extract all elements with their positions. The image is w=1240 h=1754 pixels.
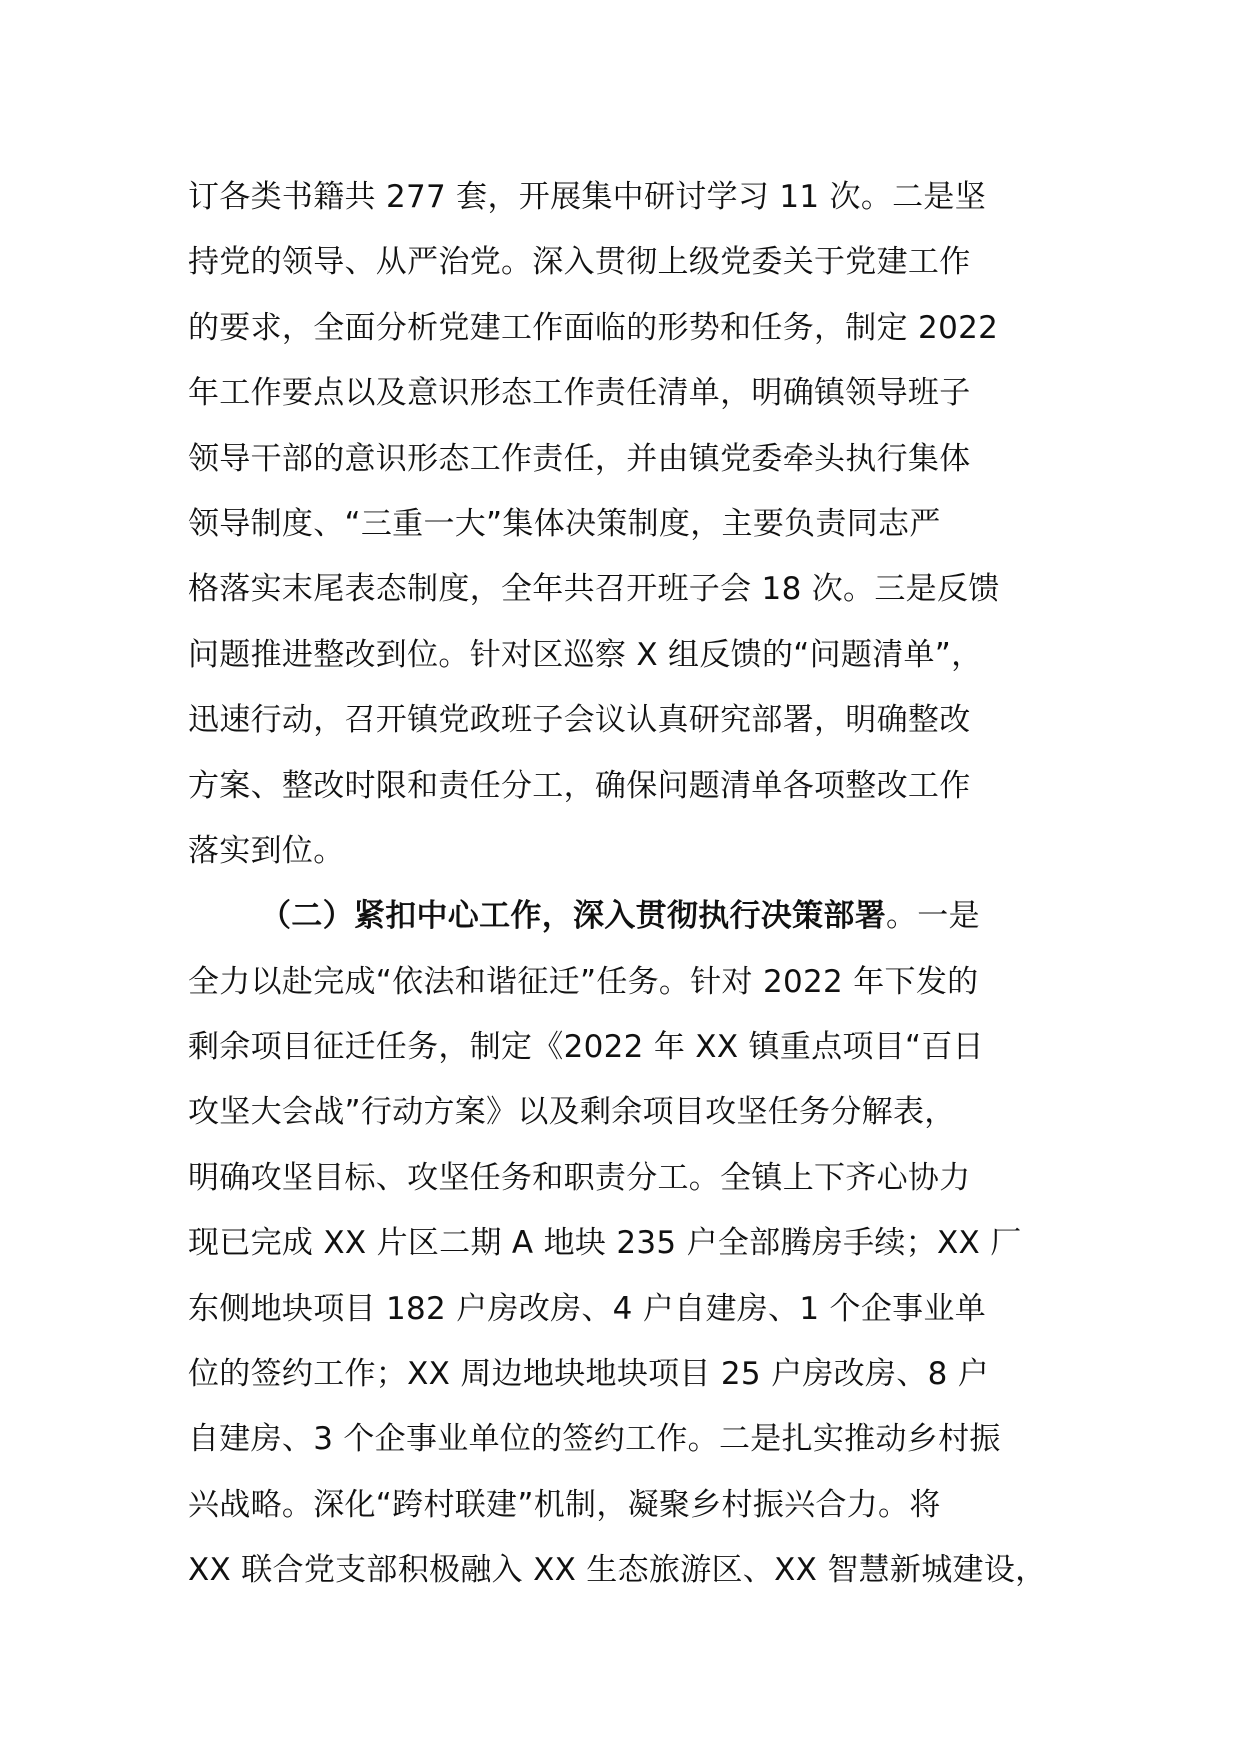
text-line: 兴战略。深化“跨村联建”机制，凝聚乡村振兴合力。将 <box>188 1486 941 1523</box>
text-line: 全力以赴完成“依法和谐征迁”任务。针对 2022 年下发的 <box>188 963 979 1000</box>
text-line: 东侧地块项目 182 户房改房、4 户自建房、1 个企事业单 <box>188 1290 987 1327</box>
text-line: 格落实末尾表态制度，全年共召开班子会 18 次。三是反馈 <box>188 571 1000 608</box>
text-line: 现已完成 XX 片区二期 A 地块 235 户全部腾房手续；XX 厂 <box>188 1225 1022 1262</box>
section-heading-tail: 。一是 <box>886 898 980 935</box>
text-line: 年工作要点以及意识形态工作责任清单，明确镇领导班子 <box>188 375 971 412</box>
text-line: 的要求，全面分析党建工作面临的形势和任务，制定 2022 <box>188 309 999 346</box>
text-line: 剩余项目征迁任务，制定《2022 年 XX 镇重点项目“百日 <box>188 1029 984 1066</box>
section-heading: （二）紧扣中心工作，深入贯彻执行决策部署 <box>260 898 886 935</box>
text-line: 明确攻坚目标、攻坚任务和职责分工。全镇上下齐心协力 <box>188 1159 971 1196</box>
body-text <box>188 165 1068 1604</box>
text-line: 自建房、3 个企事业单位的签约工作。二是扎实推动乡村振 <box>188 1421 1001 1458</box>
text-line: 方案、整改时限和责任分工，确保问题清单各项整改工作 <box>188 767 971 804</box>
text-line: 领导制度、“三重一大”集体决策制度，主要负责同志严 <box>188 505 941 542</box>
text-line: 领导干部的意识形态工作责任，并由镇党委牵头执行集体 <box>188 440 971 477</box>
text-line: 位的签约工作；XX 周边地块地块项目 25 户房改房、8 户 <box>188 1356 990 1393</box>
text-line: 持党的领导、从严治党。深入贯彻上级党委关于党建工作 <box>188 244 971 281</box>
text-line: 落实到位。 <box>188 832 345 869</box>
text-line: 攻坚大会战”行动方案》以及剩余项目攻坚任务分解表， <box>188 1094 956 1131</box>
text-line: 问题推进整改到位。针对区巡察 X 组反馈的“问题清单”， <box>188 636 983 673</box>
section-heading-line <box>188 884 1068 949</box>
text-line: 订各类书籍共 277 套，开展集中研讨学习 11 次。二是坚 <box>188 179 987 215</box>
text-line: XX 联合党支部积极融入 XX 生态旅游区、XX 智慧新城建设， <box>188 1552 1047 1589</box>
text-line: 迅速行动，召开镇党政班子会议认真研究部署，明确整改 <box>188 702 971 739</box>
